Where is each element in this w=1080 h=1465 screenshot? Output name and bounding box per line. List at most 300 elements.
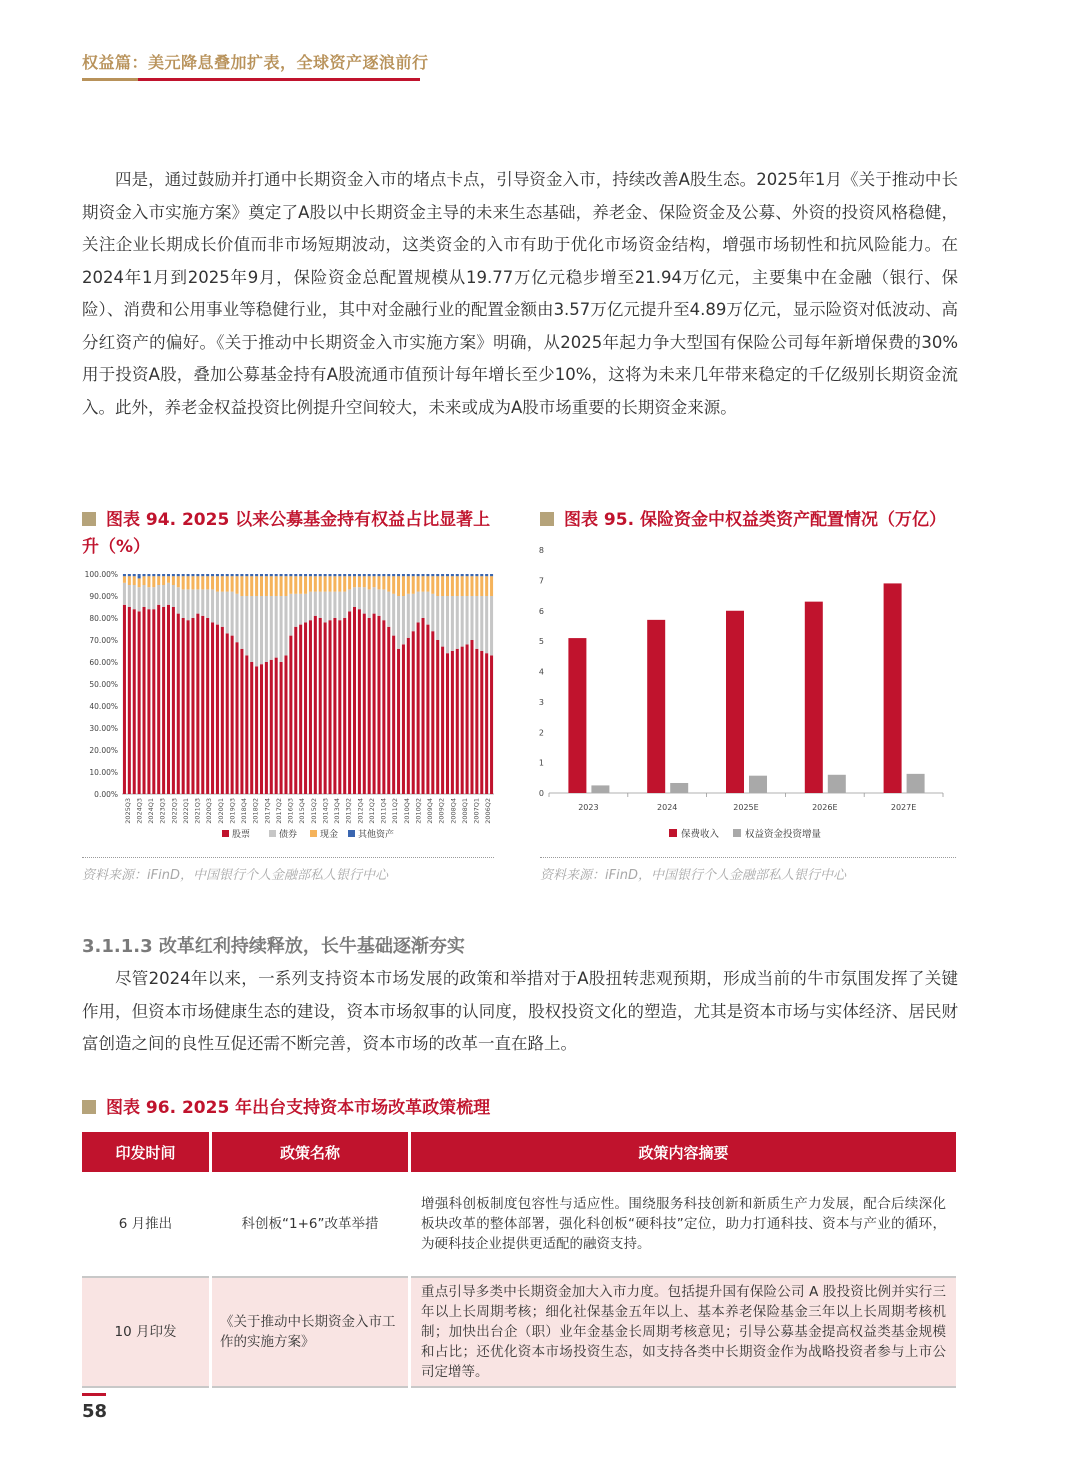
bar-segment-stock <box>152 609 155 794</box>
bar-segment-other <box>284 574 287 576</box>
bar-segment-cash <box>475 576 478 596</box>
bar-segment-bond <box>373 587 376 613</box>
bar-segment-other <box>147 574 150 576</box>
bar-segment-cash <box>417 576 420 591</box>
bar-segment-stock <box>348 611 351 794</box>
bar-segment-stock <box>373 614 376 794</box>
row-time: 6 月推出 <box>82 1172 211 1277</box>
bar-segment-cash <box>216 576 219 591</box>
bar-segment-cash <box>182 576 185 589</box>
bar-segment-other <box>289 574 292 576</box>
bar-segment-other <box>343 574 346 576</box>
y-tick-label: 3 <box>538 697 544 707</box>
bar-segment-bond <box>187 589 190 620</box>
bar-equity-increment <box>591 785 609 793</box>
bar-segment-other <box>338 574 341 576</box>
bar-segment-stock <box>470 640 473 794</box>
bar-segment-bond <box>196 589 199 613</box>
bar-segment-stock <box>387 627 390 794</box>
bar-premium-income <box>568 638 586 793</box>
bar-segment-other <box>275 574 278 576</box>
x-tick-label: 2006Q2 <box>484 798 493 824</box>
bar-segment-stock <box>368 618 371 794</box>
x-tick-label: 2015Q4 <box>298 798 307 824</box>
figure-95-source: 资料来源：iFinD，中国银行个人金融部私人银行中心 <box>540 868 846 883</box>
bar-segment-stock <box>138 611 141 794</box>
x-tick-label: 2017Q2 <box>274 798 283 824</box>
bar-segment-bond <box>470 596 473 640</box>
bar-segment-cash <box>187 576 190 589</box>
bar-segment-other <box>353 574 356 576</box>
bar-segment-stock <box>417 622 420 794</box>
bar-segment-bond <box>265 596 268 662</box>
bar-segment-bond <box>143 585 146 607</box>
bar-segment-bond <box>358 587 361 609</box>
bar-segment-stock <box>147 609 150 794</box>
x-tick-label: 2025E <box>733 803 759 812</box>
legend-label: 保费收入 <box>681 829 720 840</box>
bar-segment-cash <box>402 576 405 596</box>
y-tick-label: 30.00% <box>89 724 118 733</box>
bar-segment-stock <box>196 614 199 794</box>
bar-segment-stock <box>299 625 302 794</box>
bar-segment-other <box>294 574 297 576</box>
bar-segment-stock <box>304 622 307 794</box>
bar-segment-bond <box>426 592 429 625</box>
bar-segment-bond <box>231 592 234 636</box>
bar-segment-cash <box>211 576 214 589</box>
bar-premium-income <box>647 620 665 793</box>
y-tick-label: 0 <box>538 789 544 798</box>
header-rule-red <box>138 78 420 81</box>
bar-segment-stock <box>343 618 346 794</box>
legend-swatch <box>222 830 229 837</box>
bar-segment-cash <box>250 576 253 596</box>
bar-segment-bond <box>466 596 469 644</box>
figure-96-title <box>82 1095 682 1122</box>
bar-segment-cash <box>436 576 439 596</box>
x-tick-label: 2012Q2 <box>367 798 376 824</box>
bar-segment-bond <box>392 594 395 636</box>
header-rule-gold <box>82 78 138 81</box>
legend-label: 权益资金投资增量 <box>745 829 822 840</box>
bar-segment-stock <box>363 614 366 794</box>
bar-segment-stock <box>466 644 469 794</box>
bar-segment-other <box>490 574 493 576</box>
bar-segment-bond <box>133 585 136 609</box>
bar-segment-stock <box>240 649 243 794</box>
table-row <box>82 1172 956 1277</box>
bar-segment-bond <box>368 589 371 618</box>
bar-segment-stock <box>333 618 336 794</box>
bar-segment-cash <box>343 576 346 591</box>
row-summary: 增强科创板制度包容性与适应性。围绕服务科技创新和新质生产力发展，配合后续深化板块改革的整体部署，强化科创板“硬科技”定位，助力打通科技、资本与产业的循环，为硬科技企业提供更适配的融资支持。 <box>410 1172 957 1277</box>
row-policy-name: 《关于推动中长期资金入市工作的实施方案》 <box>211 1277 410 1387</box>
x-tick-label: 2018Q2 <box>251 798 260 824</box>
y-tick-label: 5 <box>538 637 544 647</box>
bar-segment-other <box>470 574 473 576</box>
bar-segment-other <box>128 574 131 576</box>
figure-95-title-text: 图表 95. 保险资金中权益类资产配置情况（万亿） <box>564 510 946 530</box>
row-policy-name: 科创板“1+6”改革举措 <box>211 1172 410 1277</box>
bar-segment-bond <box>147 587 150 609</box>
bar-segment-bond <box>270 596 273 660</box>
bar-segment-stock <box>422 618 425 794</box>
bar-segment-stock <box>329 620 332 794</box>
bar-segment-other <box>221 574 224 576</box>
policy-table <box>82 1132 956 1388</box>
bar-segment-cash <box>363 576 366 587</box>
bar-segment-bond <box>382 589 385 620</box>
x-tick-label: 2024Q1 <box>147 798 156 824</box>
y-tick-label: 50.00% <box>89 680 118 689</box>
figure-94-title <box>82 507 502 561</box>
bar-segment-cash <box>157 576 160 585</box>
bar-segment-bond <box>250 596 253 662</box>
bar-segment-cash <box>294 576 297 594</box>
bar-segment-other <box>485 574 488 576</box>
bar-segment-bond <box>162 585 165 607</box>
bar-segment-bond <box>402 596 405 644</box>
x-tick-label: 2022Q1 <box>181 798 190 824</box>
bar-segment-other <box>387 574 390 576</box>
bar-segment-bond <box>177 587 180 613</box>
bar-segment-cash <box>147 576 150 587</box>
y-tick-label: 4 <box>538 667 544 677</box>
bar-segment-bond <box>206 589 209 618</box>
bar-segment-other <box>377 574 380 576</box>
bar-segment-cash <box>392 576 395 594</box>
y-tick-label: 10.00% <box>89 768 118 777</box>
x-tick-label: 2008Q1 <box>460 798 469 824</box>
x-tick-label: 2007Q1 <box>472 798 481 824</box>
bar-segment-bond <box>490 596 493 655</box>
bar-segment-stock <box>187 620 190 794</box>
bar-segment-bond <box>436 596 439 640</box>
bar-segment-bond <box>299 594 302 625</box>
bar-segment-other <box>211 574 214 576</box>
bar-segment-bond <box>123 583 126 605</box>
bar-segment-other <box>314 574 317 576</box>
bar-segment-cash <box>255 576 258 596</box>
bar-segment-bond <box>309 592 312 621</box>
x-tick-label: 2024Q3 <box>135 798 144 824</box>
bar-segment-cash <box>280 576 283 596</box>
bar-segment-cash <box>299 576 302 594</box>
page-number-rule <box>82 1393 106 1396</box>
bar-segment-bond <box>475 596 478 649</box>
bar-segment-stock <box>441 647 444 794</box>
bar-segment-stock <box>231 636 234 794</box>
bar-segment-stock <box>133 609 136 794</box>
bar-segment-cash <box>123 576 126 583</box>
bar-segment-cash <box>490 576 493 596</box>
x-tick-label: 2023Q3 <box>158 798 167 824</box>
bar-segment-stock <box>353 607 356 794</box>
bar-segment-cash <box>152 576 155 587</box>
figure-95-chart <box>535 540 955 850</box>
figure-94-chart <box>82 562 502 847</box>
x-tick-label: 2011Q2 <box>391 798 400 824</box>
bar-segment-cash <box>191 576 194 589</box>
x-tick-label: 2016Q3 <box>286 798 295 824</box>
bar-segment-stock <box>162 607 165 794</box>
bar-segment-bond <box>245 596 248 655</box>
y-tick-label: 60.00% <box>89 658 118 667</box>
bar-segment-other <box>201 574 204 576</box>
bar-segment-other <box>236 574 239 576</box>
bar-segment-stock <box>407 638 410 794</box>
bar-equity-increment <box>749 776 767 793</box>
bar-segment-cash <box>138 578 141 587</box>
bar-equity-increment <box>907 774 925 793</box>
bar-segment-other <box>368 574 371 576</box>
legend-swatch <box>310 830 317 837</box>
header-desc: 政策内容摘要 <box>410 1132 957 1172</box>
bar-segment-cash <box>196 576 199 589</box>
bar-segment-stock <box>446 653 449 794</box>
figure-94-title-text: 图表 94. 2025 以来公募基金持有权益占比显著上升（%） <box>82 510 491 557</box>
y-tick-label: 2 <box>538 728 544 738</box>
bar-segment-other <box>231 574 234 576</box>
bar-segment-cash <box>226 576 229 591</box>
bar-segment-stock <box>216 625 219 794</box>
bar-segment-cash <box>172 576 175 585</box>
bar-segment-other <box>363 574 366 576</box>
figure-95-title <box>540 507 970 534</box>
bar-segment-cash <box>304 576 307 594</box>
bar-segment-other <box>397 574 400 576</box>
bar-segment-stock <box>456 649 459 794</box>
bar-segment-cash <box>353 576 356 587</box>
bar-segment-cash <box>284 576 287 596</box>
bar-segment-bond <box>275 596 278 658</box>
x-tick-label: 2020Q3 <box>205 798 214 824</box>
bar-segment-other <box>382 574 385 576</box>
bar-segment-cash <box>466 576 469 596</box>
bar-segment-cash <box>422 576 425 591</box>
bar-segment-stock <box>182 618 185 794</box>
bar-segment-other <box>226 574 229 576</box>
bar-segment-cash <box>329 576 332 591</box>
bar-premium-income <box>884 583 902 793</box>
bar-segment-other <box>191 574 194 576</box>
bar-segment-other <box>182 574 185 576</box>
bar-segment-stock <box>221 627 224 794</box>
bar-segment-stock <box>402 644 405 794</box>
bar-segment-cash <box>240 576 243 596</box>
bar-segment-other <box>240 574 243 576</box>
bar-segment-cash <box>128 576 131 585</box>
bar-segment-other <box>177 574 180 576</box>
row-time: 10 月印发 <box>82 1277 211 1387</box>
bar-segment-stock <box>309 620 312 794</box>
bar-segment-bond <box>255 596 258 666</box>
bar-segment-cash <box>309 576 312 591</box>
bar-equity-increment <box>670 783 688 793</box>
bar-equity-increment <box>828 775 846 793</box>
bar-segment-bond <box>417 592 420 623</box>
legend-swatch <box>733 829 741 837</box>
bar-segment-stock <box>123 605 126 794</box>
legend-swatch <box>348 830 355 837</box>
bar-segment-stock <box>461 647 464 794</box>
bar-segment-stock <box>382 620 385 794</box>
bar-segment-other <box>123 574 126 576</box>
bar-segment-stock <box>284 655 287 794</box>
bar-segment-bond <box>211 589 214 622</box>
bar-segment-other <box>466 574 469 576</box>
bar-segment-cash <box>358 576 361 587</box>
bar-segment-stock <box>436 640 439 794</box>
bar-segment-other <box>143 574 146 576</box>
bar-segment-other <box>265 574 268 576</box>
body-paragraph-1: 四是，通过鼓励并打通中长期资金入市的堵点卡点，引导资金入市，持续改善A股生态。2025年1月《关于推动中长期资金入市实施方案》奠定了A股以中长期资金主导的未来生态基础，养老金、保险资金及公募、外资的投资风格稳健，关注企业长期成长价值而非市场短期波动，这类资金的入市有助于优化市场资金结构，增强市场韧性和抗风险能力。在2024年1月到2025年9月，保险资金总配置规模从19.77万亿元稳步增至21.94万亿元，主要集中在金融（银行、保险）、消费和公用事业等稳健行业，其中对金融行业的配置金额由3.57万亿元提升至4.89万亿元，显示险资对低波动、高分红资产的偏好。《关于推动中长期资金入市实施方案》明确，从2025年起力争大型国有保险公司每年新增保费的30%用于投资A股，叠加公募基金持有A股流通市值预计每年增长至少10%，这将为未来几年带来稳定的千亿级别长期资金流入。此外，养老金权益投资比例提升空间较大，未来或成为A股市场重要的长期资金来源。 <box>82 170 958 417</box>
bar-segment-other <box>431 574 434 576</box>
x-tick-label: 2012Q4 <box>356 798 365 824</box>
bar-segment-stock <box>265 662 268 794</box>
bar-segment-other <box>348 574 351 576</box>
bar-segment-other <box>417 574 420 576</box>
bar-segment-stock <box>475 649 478 794</box>
legend-label: 其他资产 <box>358 830 395 840</box>
bar-segment-bond <box>422 592 425 618</box>
bar-segment-bond <box>480 596 483 651</box>
header-time: 印发时间 <box>82 1132 211 1172</box>
x-tick-label: 2011Q4 <box>379 798 388 824</box>
x-tick-label: 2018Q4 <box>240 798 249 824</box>
bar-segment-stock <box>250 662 253 794</box>
bar-segment-other <box>480 574 483 576</box>
y-tick-label: 8 <box>538 546 544 555</box>
bar-segment-cash <box>162 576 165 585</box>
bar-segment-stock <box>191 618 194 794</box>
bar-segment-stock <box>392 636 395 794</box>
bar-segment-other <box>402 574 405 576</box>
header-name: 政策名称 <box>211 1132 410 1172</box>
figure-96-title-text: 图表 96. 2025 年出台支持资本市场改革政策梳理 <box>106 1098 491 1118</box>
legend-label: 债券 <box>279 830 298 840</box>
bar-segment-cash <box>245 576 248 596</box>
bar-segment-stock <box>338 620 341 794</box>
x-tick-label: 2013Q2 <box>344 798 353 824</box>
legend-label: 现金 <box>320 830 339 840</box>
bar-segment-stock <box>236 642 239 794</box>
x-tick-label: 2024 <box>657 803 678 812</box>
header-title: 权益篇：美元降息叠加扩表，全球资产逐浪前行 <box>82 53 429 72</box>
bar-segment-bond <box>236 594 239 642</box>
bar-segment-cash <box>407 576 410 594</box>
bar-segment-bond <box>319 592 322 618</box>
bar-premium-income <box>726 611 744 793</box>
bar-segment-cash <box>426 576 429 591</box>
bar-segment-cash <box>265 576 268 596</box>
bar-segment-cash <box>236 576 239 594</box>
x-tick-label: 2017Q4 <box>263 798 272 824</box>
bar-segment-cash <box>412 576 415 594</box>
bar-segment-stock <box>294 627 297 794</box>
bar-segment-other <box>441 574 444 576</box>
x-tick-label: 2009Q4 <box>426 798 435 824</box>
legend-swatch <box>269 830 276 837</box>
bar-segment-bond <box>441 596 444 647</box>
bar-segment-other <box>451 574 454 576</box>
y-tick-label: 90.00% <box>89 592 118 601</box>
bar-segment-bond <box>431 594 434 631</box>
x-tick-label: 2010Q4 <box>402 798 411 824</box>
bar-segment-stock <box>490 655 493 794</box>
bar-segment-bond <box>289 594 292 636</box>
bar-segment-other <box>270 574 273 576</box>
bar-segment-bond <box>397 596 400 649</box>
x-tick-label: 2026E <box>812 803 838 812</box>
bar-segment-cash <box>387 576 390 591</box>
bar-segment-other <box>304 574 307 576</box>
x-tick-label: 2020Q1 <box>216 798 225 824</box>
bar-segment-stock <box>358 609 361 794</box>
bar-segment-cash <box>368 576 371 589</box>
bar-segment-bond <box>338 592 341 621</box>
bar-segment-other <box>309 574 312 576</box>
bar-segment-other <box>333 574 336 576</box>
bar-premium-income <box>805 602 823 793</box>
bar-segment-cash <box>446 576 449 596</box>
bar-segment-bond <box>138 587 141 611</box>
bar-segment-cash <box>206 576 209 589</box>
table-row <box>82 1277 956 1387</box>
bar-segment-cash <box>324 576 327 591</box>
bar-segment-other <box>436 574 439 576</box>
section-heading: 3.1.1.3 改革红利持续释放，长牛基础逐渐夯实 <box>82 936 465 957</box>
bar-segment-cash <box>143 576 146 585</box>
x-tick-label: 2027E <box>890 803 917 812</box>
bar-segment-bond <box>329 592 332 621</box>
bar-segment-cash <box>319 576 322 591</box>
bar-segment-cash <box>314 576 317 591</box>
bar-segment-other <box>358 574 361 576</box>
bar-segment-stock <box>226 633 229 794</box>
x-tick-label: 2008Q4 <box>449 798 458 824</box>
bar-segment-cash <box>275 576 278 596</box>
bar-segment-cash <box>348 576 351 589</box>
bar-segment-bond <box>377 589 380 615</box>
bar-segment-cash <box>382 576 385 589</box>
bar-segment-bond <box>191 589 194 618</box>
bar-segment-other <box>475 574 478 576</box>
bar-segment-bond <box>294 594 297 627</box>
bar-segment-other <box>216 574 219 576</box>
x-tick-label: 2023 <box>578 803 599 812</box>
bar-segment-bond <box>201 589 204 615</box>
x-tick-label: 2022Q3 <box>170 798 179 824</box>
y-tick-label: 80.00% <box>89 614 118 623</box>
bar-segment-bond <box>333 592 336 618</box>
bar-segment-stock <box>289 636 292 794</box>
bar-segment-bond <box>226 592 229 634</box>
y-tick-label: 20.00% <box>89 746 118 755</box>
bar-segment-stock <box>324 622 327 794</box>
bar-segment-other <box>250 574 253 576</box>
bar-segment-stock <box>451 651 454 794</box>
bar-segment-stock <box>211 622 214 794</box>
bar-segment-other <box>133 574 136 576</box>
bar-segment-bond <box>387 592 390 627</box>
bar-segment-cash <box>338 576 341 591</box>
bar-segment-bond <box>451 596 454 651</box>
bar-segment-cash <box>461 576 464 596</box>
bar-segment-other <box>157 574 160 576</box>
bar-segment-other <box>426 574 429 576</box>
